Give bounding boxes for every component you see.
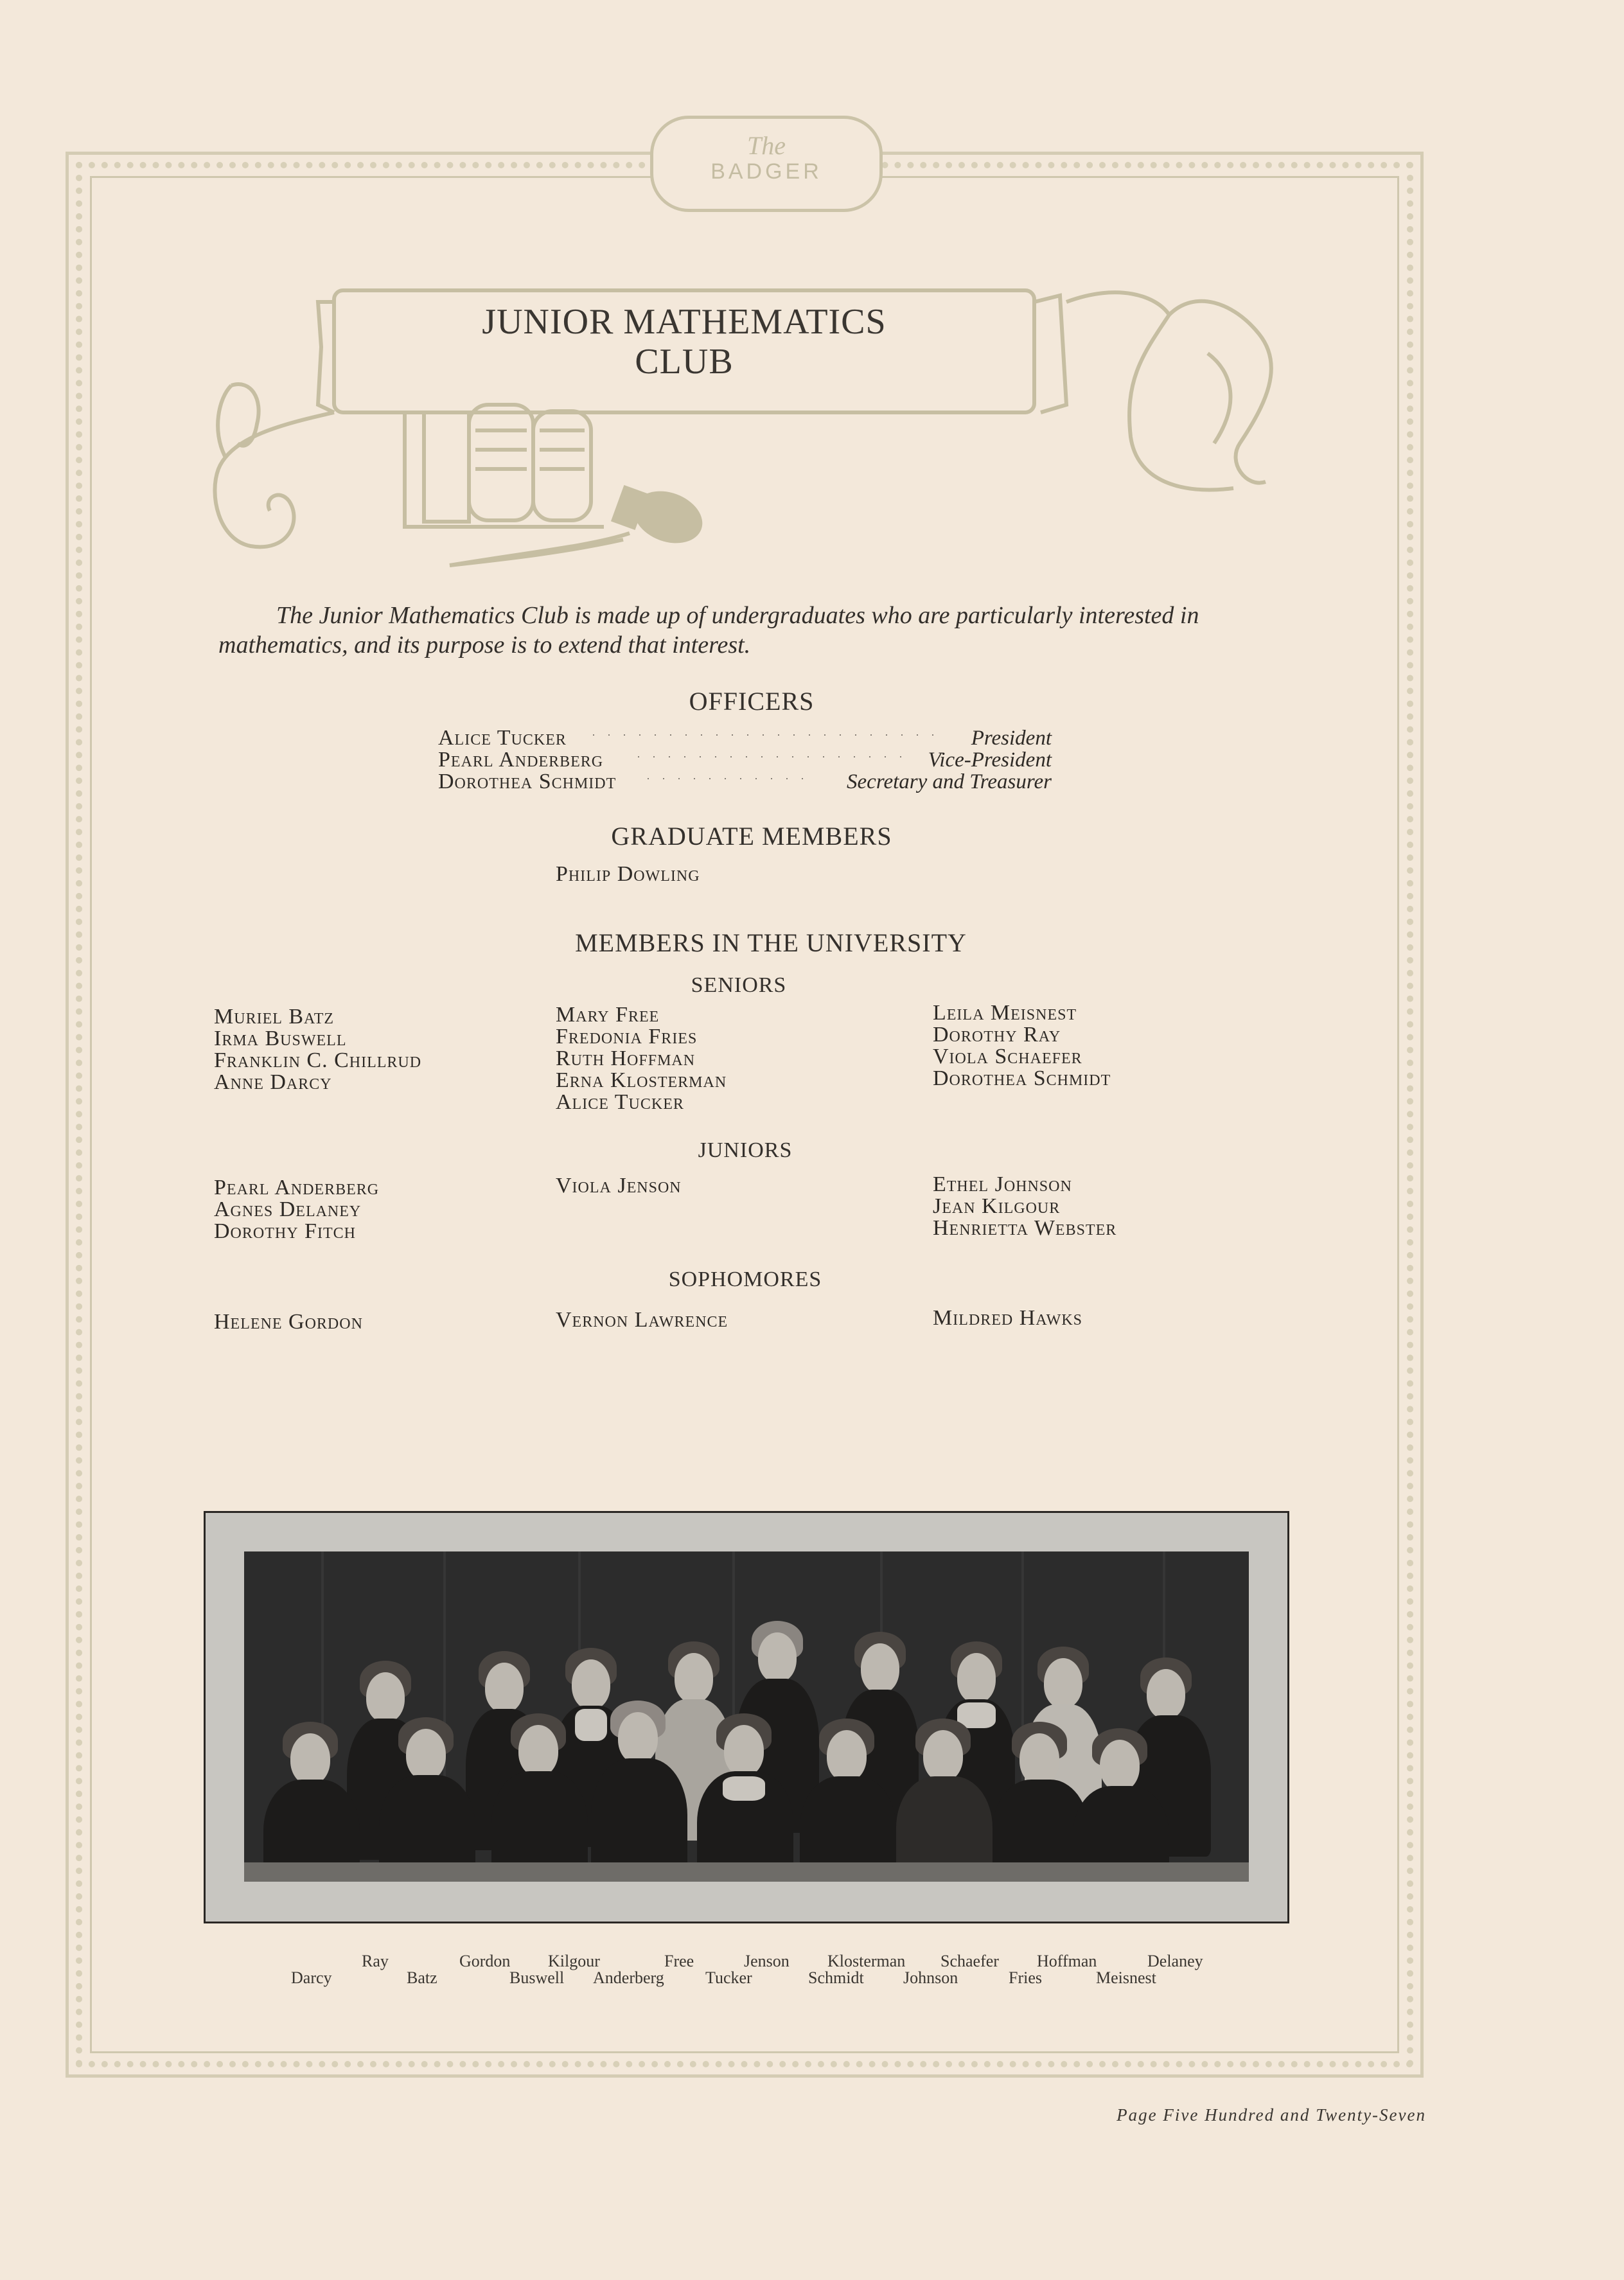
- badge-line2: BADGER: [710, 159, 822, 184]
- caption-name: Delaney: [1147, 1952, 1203, 1970]
- caption-name: Johnson: [903, 1968, 958, 1987]
- member-name: Philip Dowling: [556, 862, 700, 886]
- member-name: Mildred Hawks: [933, 1306, 1083, 1330]
- caption-name: Batz: [407, 1968, 437, 1987]
- officer-name: Alice Tucker: [438, 726, 567, 750]
- caption-name: Fries: [1009, 1968, 1042, 1987]
- caption-name: Ray: [362, 1952, 389, 1970]
- sophomores-col3: [933, 1307, 1082, 1329]
- juniors-col3: [933, 1174, 1116, 1239]
- officer-name: Pearl Anderberg: [438, 748, 604, 772]
- member-name: Mary Free: [556, 1003, 660, 1027]
- member-name: Anne Darcy: [214, 1070, 332, 1094]
- member-name: Helene Gordon: [214, 1310, 363, 1334]
- caption-name: Gordon: [459, 1952, 511, 1970]
- caption-name: Schmidt: [808, 1968, 864, 1987]
- member-name: Viola Jenson: [556, 1174, 682, 1197]
- member-name: Erna Klosterman: [556, 1068, 727, 1092]
- juniors-col1: [214, 1177, 379, 1242]
- caption-name: Meisnest: [1096, 1968, 1156, 1987]
- caption-name: Free: [664, 1952, 694, 1970]
- page-title: [334, 302, 1034, 382]
- sophomores-col1: [214, 1311, 363, 1333]
- member-name: Dorothy Fitch: [214, 1219, 356, 1243]
- seniors-col2: [556, 1004, 727, 1113]
- juniors-heading: JUNIORS: [698, 1138, 793, 1162]
- title-line1: JUNIOR MATHEMATICS: [482, 302, 887, 342]
- member-name: Dorothea Schmidt: [933, 1066, 1111, 1090]
- caption-name: Jenson: [744, 1952, 790, 1970]
- member-name: Henrietta Webster: [933, 1216, 1117, 1240]
- university-heading: MEMBERS IN THE UNIVERSITY: [575, 928, 967, 957]
- caption-name: Tucker: [705, 1968, 752, 1987]
- member-name: Ruth Hoffman: [556, 1047, 696, 1070]
- officer-role: President: [971, 727, 1052, 750]
- officer-row: Alice Tucker . . . . . . . . . . . . . . . . . . . . . . . President: [438, 726, 1052, 750]
- juniors-col2: [556, 1175, 682, 1197]
- member-name: Dorothy Ray: [933, 1023, 1061, 1047]
- member-name: Vernon Lawrence: [556, 1308, 728, 1332]
- officer-role: Secretary and Treasurer: [847, 770, 1052, 793]
- officer-role: Vice-President: [928, 748, 1052, 772]
- intro-paragraph: The Junior Mathematics Club is made up of undergraduates who are particularly interested in mathematics, and its purpose is to extend that interest.: [218, 602, 1199, 658]
- caption-name: Hoffman: [1037, 1952, 1097, 1970]
- sophomores-heading: SOPHOMORES: [668, 1268, 822, 1291]
- officer-name: Dorothea Schmidt: [438, 770, 617, 793]
- seniors-heading: SENIORS: [691, 973, 787, 997]
- graduate-list: [556, 863, 700, 885]
- caption-name: Anderberg: [593, 1968, 664, 1987]
- page-number-footer: Page Five Hundred and Twenty-Seven: [1116, 2105, 1426, 2125]
- graduate-heading: GRADUATE MEMBERS: [611, 822, 892, 851]
- member-name: Ethel Johnson: [933, 1172, 1072, 1196]
- member-name: Muriel Batz: [214, 1005, 335, 1029]
- member-name: Alice Tucker: [556, 1090, 684, 1114]
- member-name: Leila Meisnest: [933, 1001, 1077, 1025]
- officer-row: Dorothea Schmidt . . . . . . . . . . . Secretary and Treasurer: [438, 770, 1052, 793]
- badge-line1: The: [747, 131, 786, 160]
- member-name: Franklin C. Chillrud: [214, 1048, 422, 1072]
- member-name: Jean Kilgour: [933, 1194, 1061, 1218]
- title-line2: CLUB: [635, 342, 734, 382]
- caption-name: Schaefer: [940, 1952, 999, 1970]
- group-photo: [244, 1551, 1249, 1882]
- officer-row: Pearl Anderberg . . . . . . . . . . . . . . . . . . Vice-President: [438, 748, 1052, 772]
- caption-name: Darcy: [291, 1968, 332, 1987]
- member-name: Fredonia Fries: [556, 1025, 698, 1048]
- member-name: Viola Schaefer: [933, 1045, 1082, 1068]
- officers-heading: OFFICERS: [689, 687, 815, 716]
- badger-cartouche: [650, 116, 883, 212]
- caption-name: Kilgour: [548, 1952, 600, 1970]
- seniors-col1: [214, 1006, 421, 1093]
- seniors-col3: [933, 1002, 1111, 1090]
- sophomores-col2: [556, 1309, 728, 1331]
- member-name: Agnes Delaney: [214, 1197, 362, 1221]
- caption-name: Buswell: [509, 1968, 565, 1987]
- member-name: Pearl Anderberg: [214, 1176, 380, 1199]
- caption-name: Klosterman: [827, 1952, 906, 1970]
- member-name: Irma Buswell: [214, 1027, 347, 1050]
